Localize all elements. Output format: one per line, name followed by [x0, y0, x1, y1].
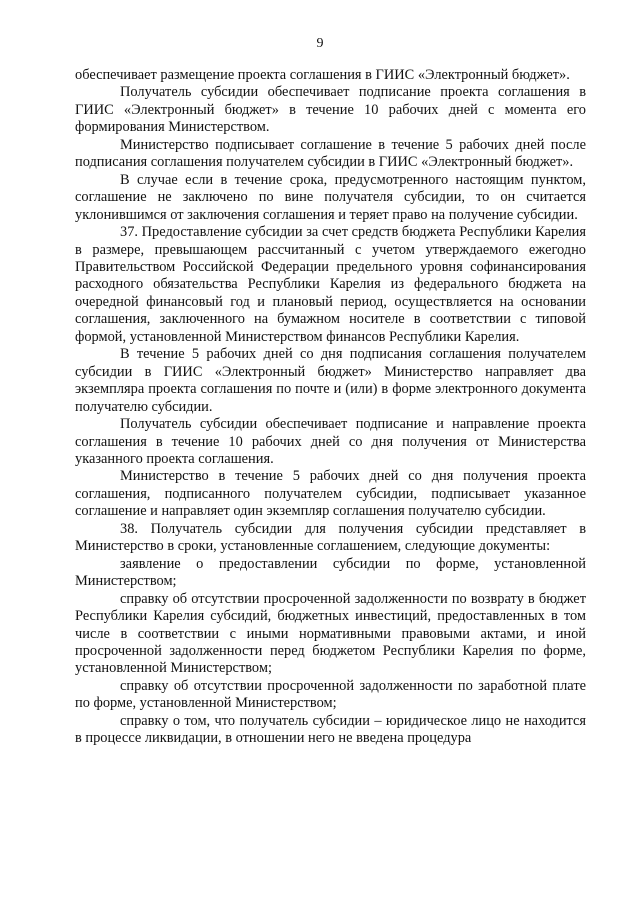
document-body: [75, 67, 586, 748]
document-item-budget-debt: справку об отсутствии просроченной задолженности по возврату в бюджет Республики Карелия субсидий, бюджетных инвестиций, предоставленных в том числе в соответствии с иными нормативными правовыми актами, и иной просроченной задолженности перед бюджетом Республики Карелия по форме, установленной Министерством;: [75, 590, 586, 677]
clause-38: 38. Получатель субсидии для получения субсидии представляет в Министерство в сроки, установленные соглашением, следующие документы:: [75, 520, 586, 555]
paragraph-3: Министерство подписывает соглашение в течение 5 рабочих дней после подписания соглашения получателем субсидии в ГИИС «Электронный бюджет».: [75, 136, 586, 171]
document-item-liquidation: справку о том, что получатель субсидии – юридическое лицо не находится в процессе ликвидации, в отношении него не введена процедура: [75, 712, 586, 747]
clause-37: 37. Предоставление субсидии за счет средств бюджета Республики Карелия в размере, превышающем рассчитанный с учетом утверждаемого ежегодно Правительством Российской Федерации предельного уровня софинансирования расходного обязательства Республики Карелия из федерального бюджета на очередной финансовый год и плановый период, осуществляется на основании соглашения, заключенного на бумажном носителе в соответствии с типовой формой, установленной Министерством финансов Республики Карелия.: [75, 224, 586, 345]
document-item-wage-debt: справку об отсутствии просроченной задолженности по заработной плате по форме, установленной Министерством;: [75, 677, 586, 712]
paragraph-7: Получатель субсидии обеспечивает подписание и направление проекта соглашения в течение 10 рабочих дней со дня получения от Министерства указанного проекта соглашения.: [75, 416, 586, 467]
page-number: 9: [316, 36, 324, 51]
paragraph-8: Министерство в течение 5 рабочих дней со дня получения проекта соглашения, подписанного получателем субсидии, подписывает указанное соглашение и направляет один экземпляр соглашения получателю субсидии.: [75, 468, 586, 520]
paragraph-4: В случае если в течение срока, предусмотренного настоящим пунктом, соглашение не заключено по вине получателя субсидии, то он считается уклонившимся от заключения соглашения и теряет право на получение субсидии.: [75, 171, 586, 223]
paragraph-2: Получатель субсидии обеспечивает подписание проекта соглашения в ГИИС «Электронный бюджет» в течение 10 рабочих дней с момента его формирования Министерством.: [75, 84, 586, 136]
paragraph-1: обеспечивает размещение проекта соглашения в ГИИС «Электронный бюджет».: [75, 67, 570, 83]
document-item-application: заявление о предоставлении субсидии по форме, установленной Министерством;: [75, 555, 586, 590]
paragraph-6: В течение 5 рабочих дней со дня подписания соглашения получателем субсидии в ГИИС «Электронный бюджет» Министерство направляет два экземпляра проекта соглашения по почте и (или) в форме электронного документа получателю субсидии.: [75, 346, 586, 415]
